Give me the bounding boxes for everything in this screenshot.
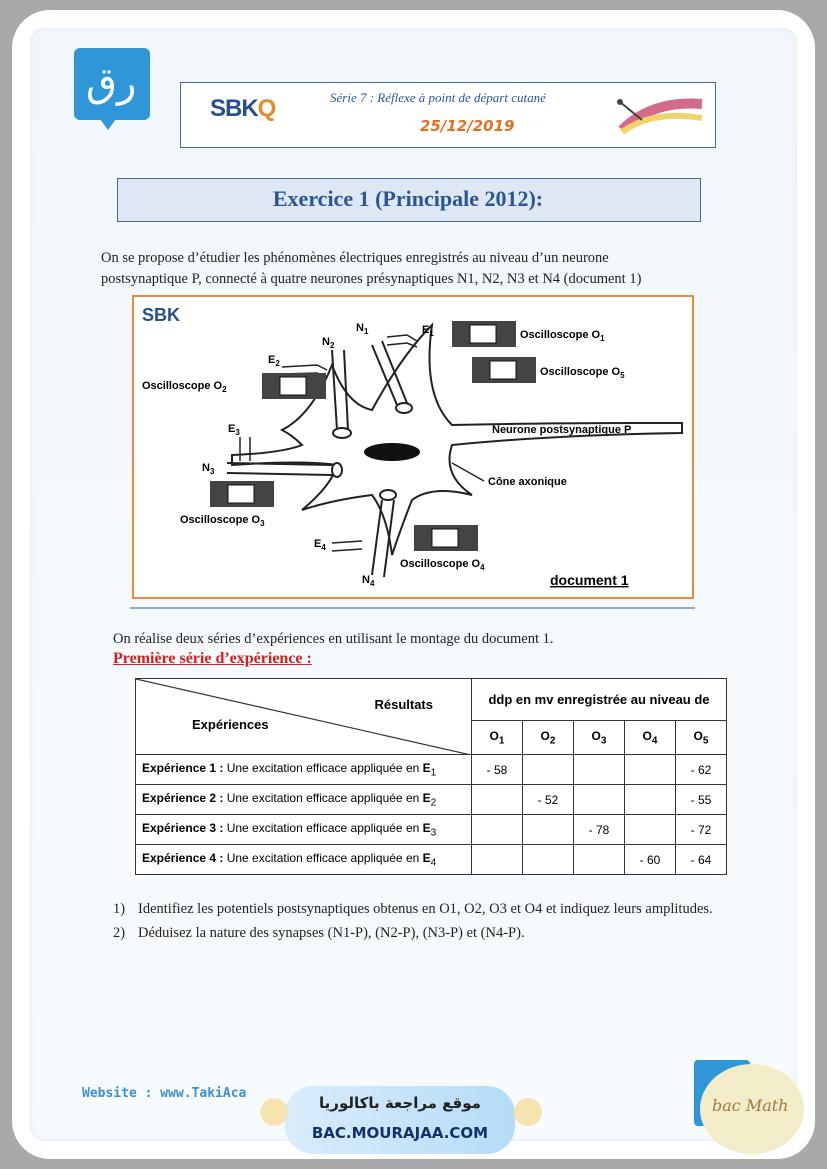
cell-value: - 55	[676, 785, 727, 815]
row-label: Expérience 2 : Une excitation efficace appliquée en $E_2$	[136, 785, 472, 815]
neuron-diagram	[132, 295, 692, 597]
intro-line-2: postsynaptique P, connecté à quatre neurones présynaptiques N1, N2, N3 et N4 (document 1)	[101, 271, 642, 287]
col-header-o4: $O_4$	[625, 721, 676, 755]
label-osc3: Oscilloscope $O_3$	[180, 514, 265, 528]
label-n2: $N_2$	[322, 336, 335, 350]
label-osc2: Oscilloscope $O_2$	[142, 380, 227, 394]
label-neurone: Neurone postsynaptique P	[492, 424, 632, 436]
label-n4: $N_4$	[362, 574, 375, 588]
serie-title: Série 7 : Réflexe à point de départ cutané	[330, 90, 546, 105]
table-row	[136, 845, 727, 875]
label-osc5: Oscilloscope $O_5$	[540, 366, 625, 380]
axon-n4	[372, 500, 382, 575]
question-item	[113, 898, 713, 920]
label-e2: $E_2$	[268, 354, 280, 368]
cell-value: - 64	[676, 845, 727, 875]
cell-value	[625, 785, 676, 815]
label-e4: $E_4$	[314, 538, 326, 552]
label-n1: $N_1$	[356, 322, 369, 336]
cell-value	[574, 755, 625, 785]
label-e1: $E_1$	[422, 324, 434, 338]
cell-value	[472, 785, 523, 815]
intro-line-1: On se propose d’étudier les phénomènes électriques enregistrés au niveau d’un neurone	[101, 250, 609, 266]
neuron-body	[232, 325, 682, 555]
cell-value: - 62	[676, 755, 727, 785]
site-logo-icon: ﺭﻕ	[86, 60, 137, 106]
question-text: Déduisez la nature des synapses (N1-P), (N2-P), (N3-P) et (N4-P).	[138, 925, 525, 941]
oscilloscope-2	[262, 373, 326, 399]
site-logo-tail	[98, 116, 118, 130]
header-ddp: ddp en mv enregistrée au niveau de	[472, 679, 727, 721]
oscilloscope-4	[414, 525, 478, 551]
oscilloscope-5	[472, 357, 536, 383]
oscilloscope-1	[452, 321, 516, 347]
col-header-o5: $O_5$	[676, 721, 727, 755]
divider-line	[130, 607, 695, 609]
cell-value	[472, 845, 523, 875]
table-row	[136, 755, 727, 785]
header-experiences: Expériences	[192, 717, 269, 732]
sbk-logo: SBKQ	[210, 95, 276, 122]
cell-value: - 58	[472, 755, 523, 785]
header-results: Résultats	[374, 697, 433, 712]
row-label: Expérience 4 : Une excitation efficace appliquée en $E_4$	[136, 845, 472, 875]
col-header-o1: $O_1$	[472, 721, 523, 755]
label-osc1: Oscilloscope $O_1$	[520, 329, 605, 343]
results-table	[135, 678, 727, 875]
cell-value	[625, 755, 676, 785]
cell-value	[574, 845, 625, 875]
electrode-e4	[332, 541, 362, 551]
label-n3: $N_3$	[202, 462, 215, 476]
banner-right-logo-icon	[514, 1098, 542, 1126]
cell-value	[523, 815, 574, 845]
label-osc4: Oscilloscope $O_4$	[400, 558, 485, 572]
question-number: 2)	[113, 925, 126, 941]
electrode-e1	[387, 335, 417, 347]
banner-arabic-text[interactable]: موقع مراجعة باكالوريا	[319, 1094, 481, 1112]
cell-value	[625, 815, 676, 845]
question-item	[113, 922, 713, 944]
cell-value	[523, 845, 574, 875]
exercise-title: Exercice 1 (Principale 2012):	[272, 186, 544, 211]
cell-value	[472, 815, 523, 845]
question-number: 1)	[113, 901, 126, 917]
oscilloscope-3	[210, 481, 274, 507]
reflex-illustration-icon	[612, 90, 708, 140]
row-label: Expérience 1 : Une excitation efficace appliquée en $E_1$	[136, 755, 472, 785]
neuron-nucleus	[364, 443, 420, 461]
cell-value	[574, 785, 625, 815]
bacmath-logo-text: bac Math	[712, 1096, 789, 1115]
question-text: Identifiez les potentiels postsynaptiques obtenus en O1, O2, O3 et O4 et indiquez leurs amplitudes.	[138, 901, 713, 917]
label-e3: $E_3$	[228, 423, 240, 437]
table-row	[136, 815, 727, 845]
cell-value: - 60	[625, 845, 676, 875]
col-header-o3: $O_3$	[574, 721, 625, 755]
row-label: Expérience 3 : Une excitation efficace appliquée en $E_3$	[136, 815, 472, 845]
table-row	[136, 785, 727, 815]
serie-date: 25/12/2019	[420, 117, 515, 135]
cell-value	[523, 755, 574, 785]
banner-left-logo-icon	[260, 1098, 288, 1126]
col-header-o2: $O_2$	[523, 721, 574, 755]
cone-pointer	[452, 463, 484, 481]
label-cone: Cône axonique	[488, 476, 567, 488]
banner-url[interactable]: BAC.MOURAJAA.COM	[311, 1124, 489, 1142]
serie-label: Première série d’expérience :	[113, 650, 312, 667]
website-link[interactable]: Website : www.TakiAca	[82, 1086, 247, 1101]
cell-value: - 52	[523, 785, 574, 815]
diagram-logo: SBK	[142, 305, 181, 325]
cell-value: - 72	[676, 815, 727, 845]
cell-value: - 78	[574, 815, 625, 845]
table-header-diagonal	[136, 679, 472, 755]
diagonal-line	[136, 679, 471, 755]
document-label: document 1	[550, 572, 629, 588]
montage-text: On réalise deux séries d’expériences en utilisant le montage du document 1.	[113, 631, 554, 647]
question-list	[113, 898, 713, 944]
